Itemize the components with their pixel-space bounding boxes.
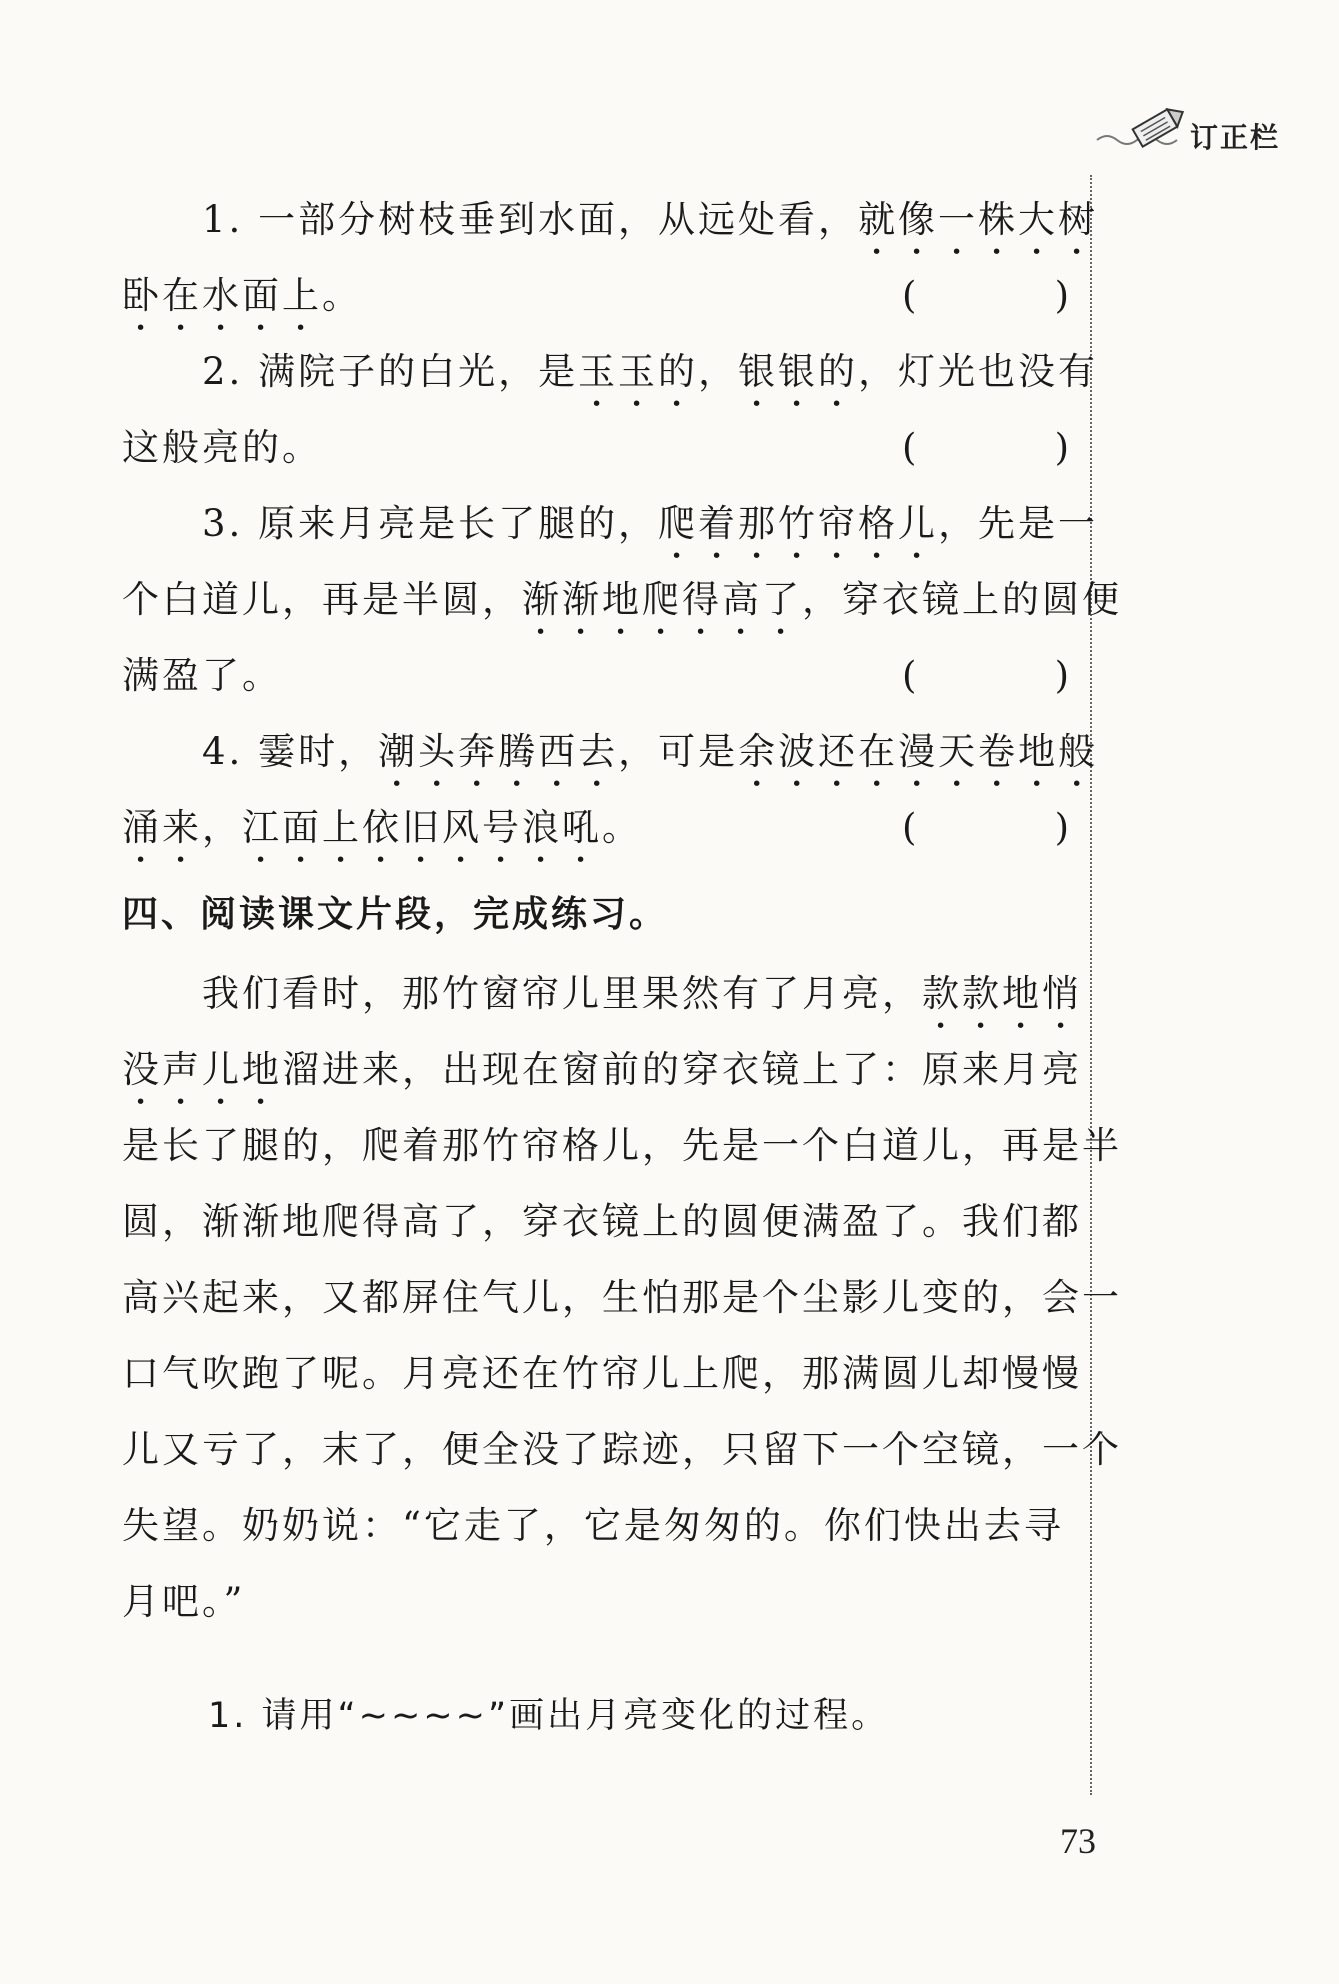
answer-blank[interactable] bbox=[902, 638, 1072, 714]
emphasized-text: 潮头奔腾西去 bbox=[378, 730, 619, 773]
paren-close: ) bbox=[1054, 806, 1072, 849]
exercise-line bbox=[122, 334, 1099, 410]
exercise-item bbox=[122, 714, 1099, 866]
emphasized-text: 就像一株大树 bbox=[858, 198, 1099, 241]
text-segment: 儿又亏了，末了，便全没了踪迹，只留下一个空镜，一个 bbox=[122, 1428, 1122, 1471]
paren-close: ) bbox=[1054, 274, 1072, 317]
emphasized-text: 没声儿地 bbox=[122, 1048, 282, 1091]
answer-blank[interactable] bbox=[902, 258, 1072, 334]
emphasized-text: 余波还在漫天卷地般 bbox=[738, 730, 1099, 773]
emphasized-text: 玉玉的 bbox=[578, 350, 699, 393]
text-segment: 我们看时，那竹窗帘儿里果然有了月亮， bbox=[202, 972, 922, 1015]
text-segment: 口气吹跑了呢。月亮还在竹帘儿上爬，那满圆儿却慢慢 bbox=[122, 1352, 1082, 1395]
text-segment: ，灯光也没有 bbox=[858, 350, 1099, 393]
passage-line bbox=[122, 1488, 1072, 1564]
text-segment: 4. 霎时， bbox=[202, 730, 379, 773]
answer-blank[interactable] bbox=[902, 410, 1072, 486]
text-segment: 2. 满院子的白光，是 bbox=[202, 350, 579, 393]
correction-column-divider bbox=[1090, 175, 1092, 1795]
passage-line bbox=[122, 1032, 1082, 1108]
passage-line bbox=[122, 1412, 1122, 1488]
emphasized-text: 银银的 bbox=[738, 350, 859, 393]
exercise-item bbox=[122, 182, 1099, 334]
exercise-line bbox=[122, 714, 1099, 790]
emphasized-text: 卧在水面上 bbox=[122, 274, 322, 317]
text-segment: 溜进来，出现在窗前的穿衣镜上了：原来月亮 bbox=[282, 1048, 1082, 1091]
exercise-line bbox=[122, 638, 1072, 714]
text-segment: 。 bbox=[602, 806, 642, 849]
text-segment: 。 bbox=[322, 274, 362, 317]
exercise-item bbox=[122, 486, 1122, 714]
paren-close: ) bbox=[1054, 426, 1072, 469]
exercise-line bbox=[122, 258, 1072, 334]
section-heading: 四、阅读课文片段，完成练习。 bbox=[122, 894, 669, 935]
exercise-items bbox=[122, 182, 1122, 866]
passage-line bbox=[122, 1260, 1122, 1336]
exercise-line bbox=[122, 182, 1099, 258]
exercise-item bbox=[122, 334, 1099, 486]
question-1: 1. 请用“~~~~”画出月亮变化的过程。 bbox=[208, 1696, 890, 1736]
passage-line bbox=[122, 1564, 1072, 1640]
page-number: 73 bbox=[1060, 1821, 1096, 1861]
text-segment: 圆，渐渐地爬得高了，穿衣镜上的圆便满盈了。我们都 bbox=[122, 1200, 1082, 1243]
text-segment: ，穿衣镜上的圆便 bbox=[802, 578, 1122, 621]
exercise-line bbox=[122, 790, 1072, 866]
text-segment: 3. 原来月亮是长了腿的， bbox=[202, 502, 659, 545]
text-segment: 这般亮的。 bbox=[122, 426, 322, 469]
emphasized-text: 涌来，江面上依旧风号浪吼 bbox=[122, 806, 602, 849]
emphasized-text: 爬着那竹帘格儿 bbox=[658, 502, 939, 545]
text-segment: 1. 一部分树枝垂到水面，从远处看， bbox=[202, 198, 859, 241]
exercise-line bbox=[122, 410, 1072, 486]
passage-line bbox=[122, 1108, 1122, 1184]
text-segment: ， bbox=[698, 350, 739, 393]
emphasized-text: 款款地悄 bbox=[922, 972, 1082, 1015]
exercise-line bbox=[122, 562, 1122, 638]
emphasized-text: 渐渐地爬得高了 bbox=[522, 578, 802, 621]
text-segment: 是长了腿的，爬着那竹帘格儿，先是一个白道儿，再是半 bbox=[122, 1124, 1122, 1167]
text-segment: 失望。奶奶说：“它走了，它是匆匆的。你们快出去寻 bbox=[122, 1504, 1064, 1547]
text-segment: ，先是一 bbox=[938, 502, 1099, 545]
paren-open: ( bbox=[902, 274, 920, 317]
paren-close: ) bbox=[1054, 654, 1072, 697]
correction-column-title: 订正栏 bbox=[1190, 121, 1281, 154]
main-content bbox=[122, 182, 1122, 1754]
text-segment: ，可是 bbox=[618, 730, 739, 773]
paren-open: ( bbox=[902, 654, 920, 697]
paren-open: ( bbox=[902, 426, 920, 469]
reading-passage bbox=[122, 956, 1122, 1640]
correction-column-header bbox=[1095, 100, 1315, 160]
pencil-notebook-icon bbox=[1095, 100, 1195, 160]
text-segment: 月吧。” bbox=[122, 1580, 246, 1623]
text-segment: 高兴起来，又都屏住气儿，生怕那是个尘影儿变的，会一 bbox=[122, 1276, 1122, 1319]
paren-open: ( bbox=[902, 806, 920, 849]
answer-blank[interactable] bbox=[902, 790, 1072, 866]
passage-line bbox=[122, 1184, 1082, 1260]
text-segment: 满盈了。 bbox=[122, 654, 282, 697]
text-segment: 个白道儿，再是半圆， bbox=[122, 578, 522, 621]
exercise-line bbox=[122, 486, 1099, 562]
passage-line bbox=[122, 1336, 1082, 1412]
passage-line bbox=[122, 956, 1082, 1032]
